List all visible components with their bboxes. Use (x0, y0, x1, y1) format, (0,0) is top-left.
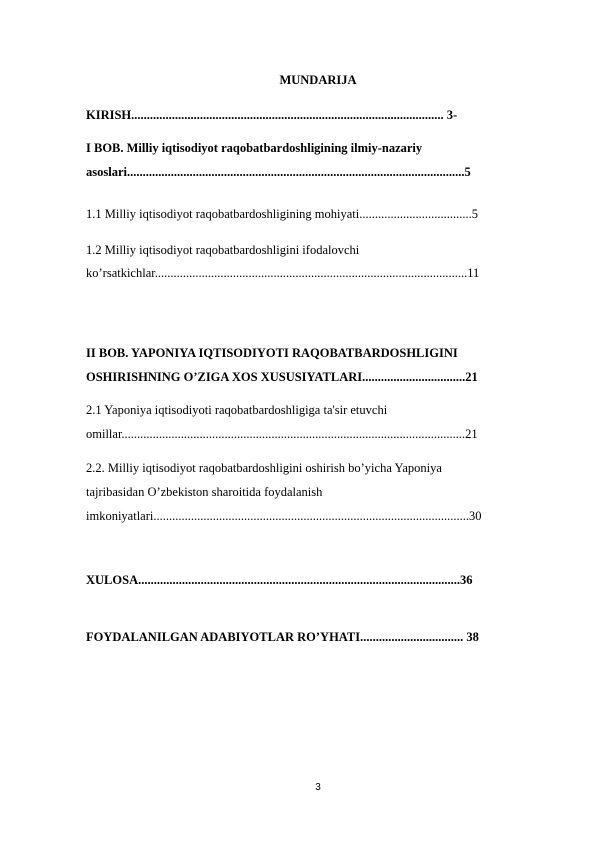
toc-entry-section-2-2-line-2: tajribasidan O’zbekiston sharoitida foydalanish (86, 485, 323, 499)
toc-entry-xulosa: XULOSA.......................................................................................................36 (86, 573, 473, 587)
toc-entry-chapter-2-line-1: II BOB. YAPONIYA IQTISODIYOTI RAQOBATBARDOSHLIGINI (86, 346, 458, 360)
toc-entry-section-2-2-line-3: imkoniyatlari.....................................................................................................30 (86, 509, 482, 523)
toc-entry-chapter-2-line-2: OSHIRISHNING O’ZIGA XOS XUSUSIYATLARI.................................21 (86, 370, 478, 384)
toc-entry-references: FOYDALANILGAN ADABIYOTLAR RO’YHATI................................. 38 (86, 630, 479, 644)
toc-entry-section-2-1-line-1: 2.1 Yaponiya iqtisodiyoti raqobatbardoshligiga ta'sir etuvchi (86, 403, 388, 417)
toc-entry-section-1-1: 1.1 Milliy iqtisodiyot raqobatbardoshligining mohiyati....................................5 (86, 207, 478, 221)
toc-entry-section-1-2-line-1: 1.2 Milliy iqtisodiyot raqobatbardoshligini ifodalovchi (86, 243, 360, 257)
toc-entry-chapter-1-line-2: asoslari............................................................................................................5 (86, 165, 471, 179)
toc-entry-section-1-2-line-2: ko’rsatkichlar....................................................................................................11 (86, 266, 480, 280)
page-number: 3 (315, 782, 321, 793)
toc-entry-section-2-1-line-2: omillar..............................................................................................................21 (86, 427, 478, 441)
toc-entry-kirish: KIRISH.................................................................................................... 3- (86, 108, 458, 122)
page-title: MUNDARIJA (279, 73, 357, 87)
toc-entry-chapter-1-line-1: I BOB. Milliy iqtisodiyot raqobatbardoshligining ilmiy-nazariy (86, 141, 423, 155)
toc-entry-section-2-2-line-1: 2.2. Milliy iqtisodiyot raqobatbardoshligini oshirish bo’yicha Yaponiya (86, 461, 442, 475)
